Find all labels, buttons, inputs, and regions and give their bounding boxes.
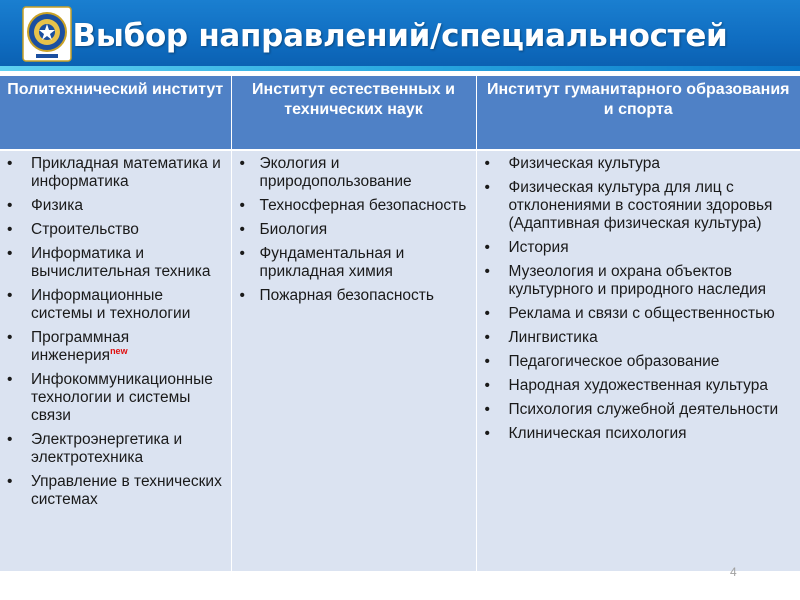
list-item: • Прикладная математика и информатика xyxy=(0,155,227,191)
list-item: • Реклама и связи с общественностью xyxy=(477,305,797,323)
list-item: • Информатика и вычислительная техника xyxy=(0,245,227,281)
list-item: • Музеология и охрана объектов культурного и природного наследия xyxy=(477,263,797,299)
table-header-row xyxy=(0,76,800,150)
list-item: • Клиническая психология xyxy=(477,425,797,443)
natural-sciences-list xyxy=(232,155,472,305)
humanities-column xyxy=(476,150,800,571)
list-item: • Строительство xyxy=(0,221,227,239)
polytechnic-list xyxy=(0,155,227,509)
list-item: • История xyxy=(477,239,797,257)
list-item: • Инфокоммуникационные технологии и системы связи xyxy=(0,371,227,425)
list-item: • Электроэнергетика и электротехника xyxy=(0,431,227,467)
list-item: • Педагогическое образование xyxy=(477,353,797,371)
slide-header xyxy=(0,0,800,70)
column-heading-polytechnic: Политехнический институт xyxy=(0,76,231,150)
page-number: 4 xyxy=(730,565,737,579)
list-item: • Физическая культура для лиц с отклонениями в состоянии здоровья (Адаптивная физическая культура) xyxy=(477,179,797,233)
column-heading-natural-sciences: Институт естественных и технических наук xyxy=(231,76,476,150)
humanities-list xyxy=(477,155,797,443)
table-body-row xyxy=(0,150,800,571)
list-item: • Лингвистика xyxy=(477,329,797,347)
natural-sciences-column xyxy=(231,150,476,571)
list-item-with-badge xyxy=(0,329,227,365)
specialties-table xyxy=(0,76,800,571)
list-item: • Психология служебной деятельности xyxy=(477,401,797,419)
list-item: • Биология xyxy=(232,221,472,239)
list-item: • Пожарная безопасность xyxy=(232,287,472,305)
list-item: • Управление в технических системах xyxy=(0,473,227,509)
list-item: • Физика xyxy=(0,197,227,215)
list-item: • Физическая культура xyxy=(477,155,797,173)
list-item-label: Программная инженерия xyxy=(31,329,130,364)
new-badge: new xyxy=(110,345,128,356)
list-item: • Народная художественная культура xyxy=(477,377,797,395)
polytechnic-column xyxy=(0,150,231,571)
list-item: • Экология и природопользование xyxy=(232,155,472,191)
list-item: • Фундаментальная и прикладная химия xyxy=(232,245,472,281)
list-item: • Информационные системы и технологии xyxy=(0,287,227,323)
page-title: Выбор направлений/специальностей xyxy=(72,18,728,54)
header-accent-stripe xyxy=(0,66,800,71)
list-item: • Техносферная безопасность xyxy=(232,197,472,215)
column-heading-humanities: Институт гуманитарного образования и спорта xyxy=(476,76,800,150)
